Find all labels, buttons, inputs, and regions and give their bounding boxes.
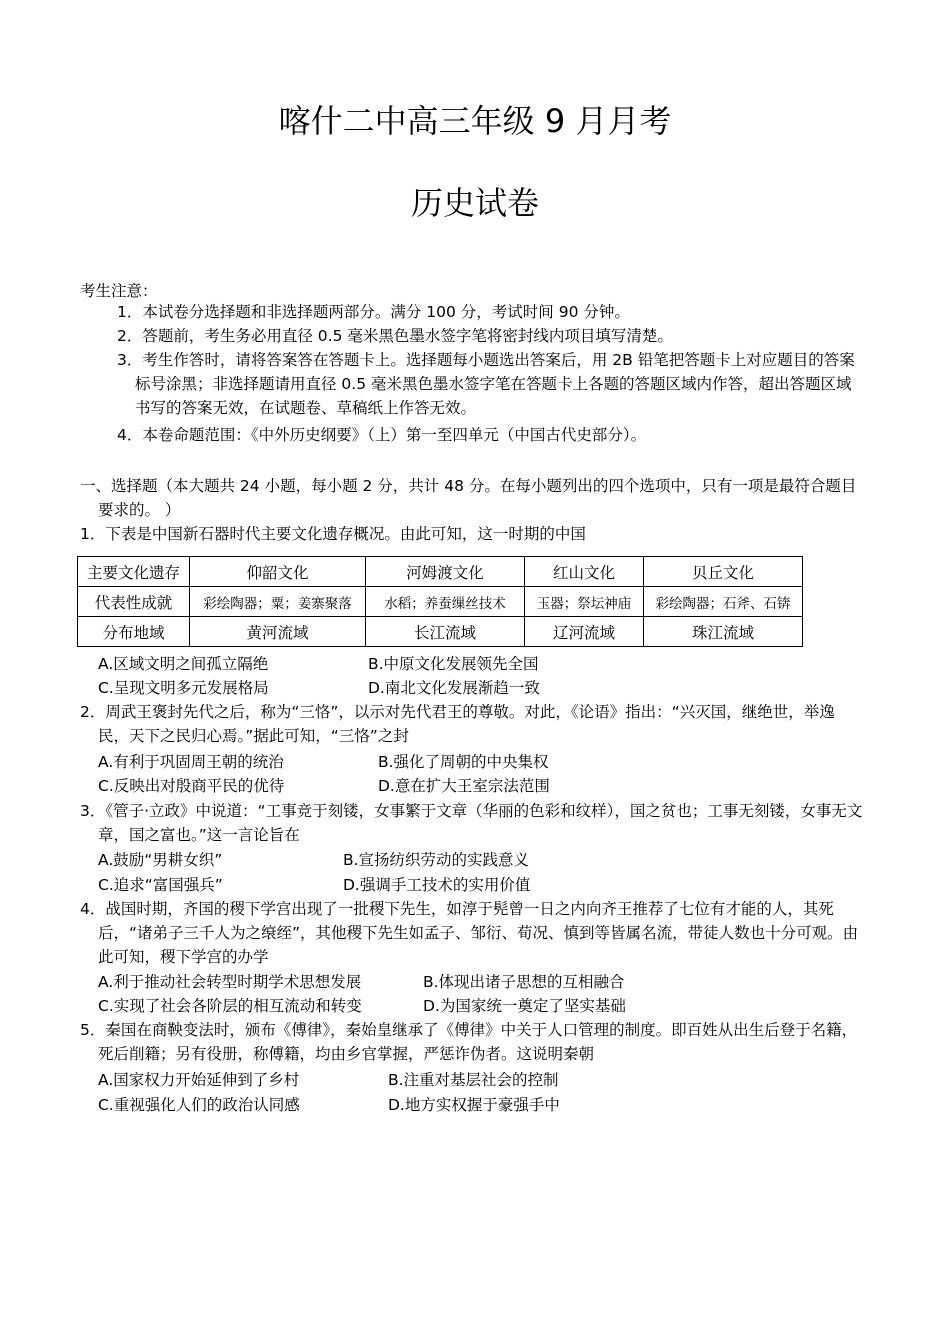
question-stem: 4．战国时期，齐国的稷下学宫出现了一批稷下先生，如淳于髡曾一日之内向齐王推荐了七位有才能的人，其死后，“诸弟子三千人为之缞绖”，其他稷下先生如孟子、邹衍、荀况、慎到等皆属名流，带徒人数也十分可观。由此可知，稷下学宫的办学 — [80, 900, 859, 966]
option-c: C.呈现文明多元发展格局 — [98, 679, 269, 697]
table-cell: 分布地域 — [78, 617, 190, 647]
option-d: D.为国家统一奠定了坚实基础 — [423, 997, 626, 1015]
option-c: C.实现了社会各阶层的相互流动和转变 — [98, 997, 362, 1015]
option-a: A.国家权力开始延伸到了乡村 — [98, 1071, 300, 1089]
option-c: C.重视强化人们的政治认同感 — [98, 1096, 300, 1114]
table-row — [78, 617, 803, 647]
table-cell: 红山文化 — [525, 557, 644, 587]
section-heading: 一、选择题（本大题共 24 小题，每小题 2 分，共计 48 分。在每小题列出的四个选项中，只有一项是最符合题目要求的。 ） — [80, 477, 857, 519]
notice-heading: 考生注意： — [80, 282, 158, 300]
option-d: D.地方实权握于豪强手中 — [388, 1096, 560, 1114]
option-b: B.中原文化发展领先全国 — [368, 655, 539, 673]
table-cell: 黄河流域 — [190, 617, 366, 647]
option-b: B.强化了周朝的中央集权 — [378, 753, 549, 771]
table-cell: 河姆渡文化 — [366, 557, 525, 587]
question-stem: 5．秦国在商鞅变法时，颁布《傅律》，秦始皇继承了《傅律》中关于人口管理的制度。即百姓从出生后登于名籍，死后削籍；另有役册，称傅籍，均由乡官掌握，严惩诈伪者。这说明秦朝 — [80, 1021, 858, 1063]
table-cell: 代表性成就 — [78, 587, 190, 617]
option-a: A.鼓励“男耕女织” — [98, 851, 223, 869]
table-row — [78, 557, 803, 587]
question-stem: 1．下表是中国新石器时代主要文化遗存概况。由此可知，这一时期的中国 — [80, 525, 586, 543]
option-a: A.利于推动社会转型时期学术思想发展 — [98, 973, 362, 991]
option-b: B.注重对基层社会的控制 — [388, 1071, 559, 1089]
notice-item: 1．本试卷分选择题和非选择题两部分。满分 100 分，考试时间 90 分钟。 — [117, 303, 630, 321]
table-cell: 珠江流域 — [644, 617, 803, 647]
table-cell: 彩绘陶器；粟；姜寨聚落 — [190, 587, 366, 617]
table-cell: 贝丘文化 — [644, 557, 803, 587]
notice-item: 2．答题前，考生务必用直径 0.5 毫米黑色墨水签字笔将密封线内项目填写清楚。 — [117, 327, 673, 345]
option-b: B.宣扬纺织劳动的实践意义 — [343, 851, 530, 869]
option-b: B.体现出诸子思想的互相融合 — [423, 973, 625, 991]
option-c: C.反映出对殷商平民的优待 — [98, 777, 285, 795]
option-d: D.强调手工技术的实用价值 — [343, 876, 531, 894]
table-cell: 彩绘陶器；石斧、石锛 — [644, 587, 803, 617]
page-subtitle: 历史试卷 — [410, 184, 539, 222]
notice-item: 3．考生作答时，请将答案答在答题卡上。选择题每小题选出答案后，用 2B 铅笔把答题卡上对应题目的答案标号涂黑；非选择题请用直径 0.5 毫米黑色墨水签字笔在答题卡上各题的答题区域内作答，超出答题区域书写的答案无效，在试题卷、草稿纸上作答无效。 — [117, 351, 855, 417]
table-cell: 辽河流域 — [525, 617, 644, 647]
table-cell: 仰韶文化 — [190, 557, 366, 587]
option-d: D.意在扩大王室宗法范围 — [378, 777, 550, 795]
table-cell: 水稻；养蚕缫丝技术 — [366, 587, 525, 617]
table-cell: 长江流域 — [366, 617, 525, 647]
table-cell: 主要文化遗存 — [78, 557, 190, 587]
question-stem: 3．《管子·立政》中说道：“工事竞于刻镂，女事繁于文章（华丽的色彩和纹样），国之贫也；工事无刻镂，女事无文章，国之富也。”这一言论旨在 — [80, 802, 863, 844]
culture-table — [77, 556, 803, 647]
notice-item: 4．本卷命题范围：《中外历史纲要》（上）第一至四单元（中国古代史部分）。 — [117, 426, 647, 444]
option-c: C.追求“富国强兵” — [98, 876, 223, 894]
option-a: A.有利于巩固周王朝的统治 — [98, 753, 284, 771]
question-stem: 2．周武王褒封先代之后，称为“三恪”，以示对先代君王的尊敬。对此，《论语》指出：“兴灭国，继绝世，举逸民，天下之民归心焉。”据此可知，“三恪”之封 — [80, 703, 835, 745]
table-row — [78, 587, 803, 617]
table-cell: 玉器；祭坛神庙 — [525, 587, 644, 617]
option-a: A.区域文明之间孤立隔绝 — [98, 655, 269, 673]
option-d: D.南北文化发展渐趋一致 — [368, 679, 540, 697]
page-title: 喀什二中高三年级 9 月月考 — [278, 102, 672, 140]
